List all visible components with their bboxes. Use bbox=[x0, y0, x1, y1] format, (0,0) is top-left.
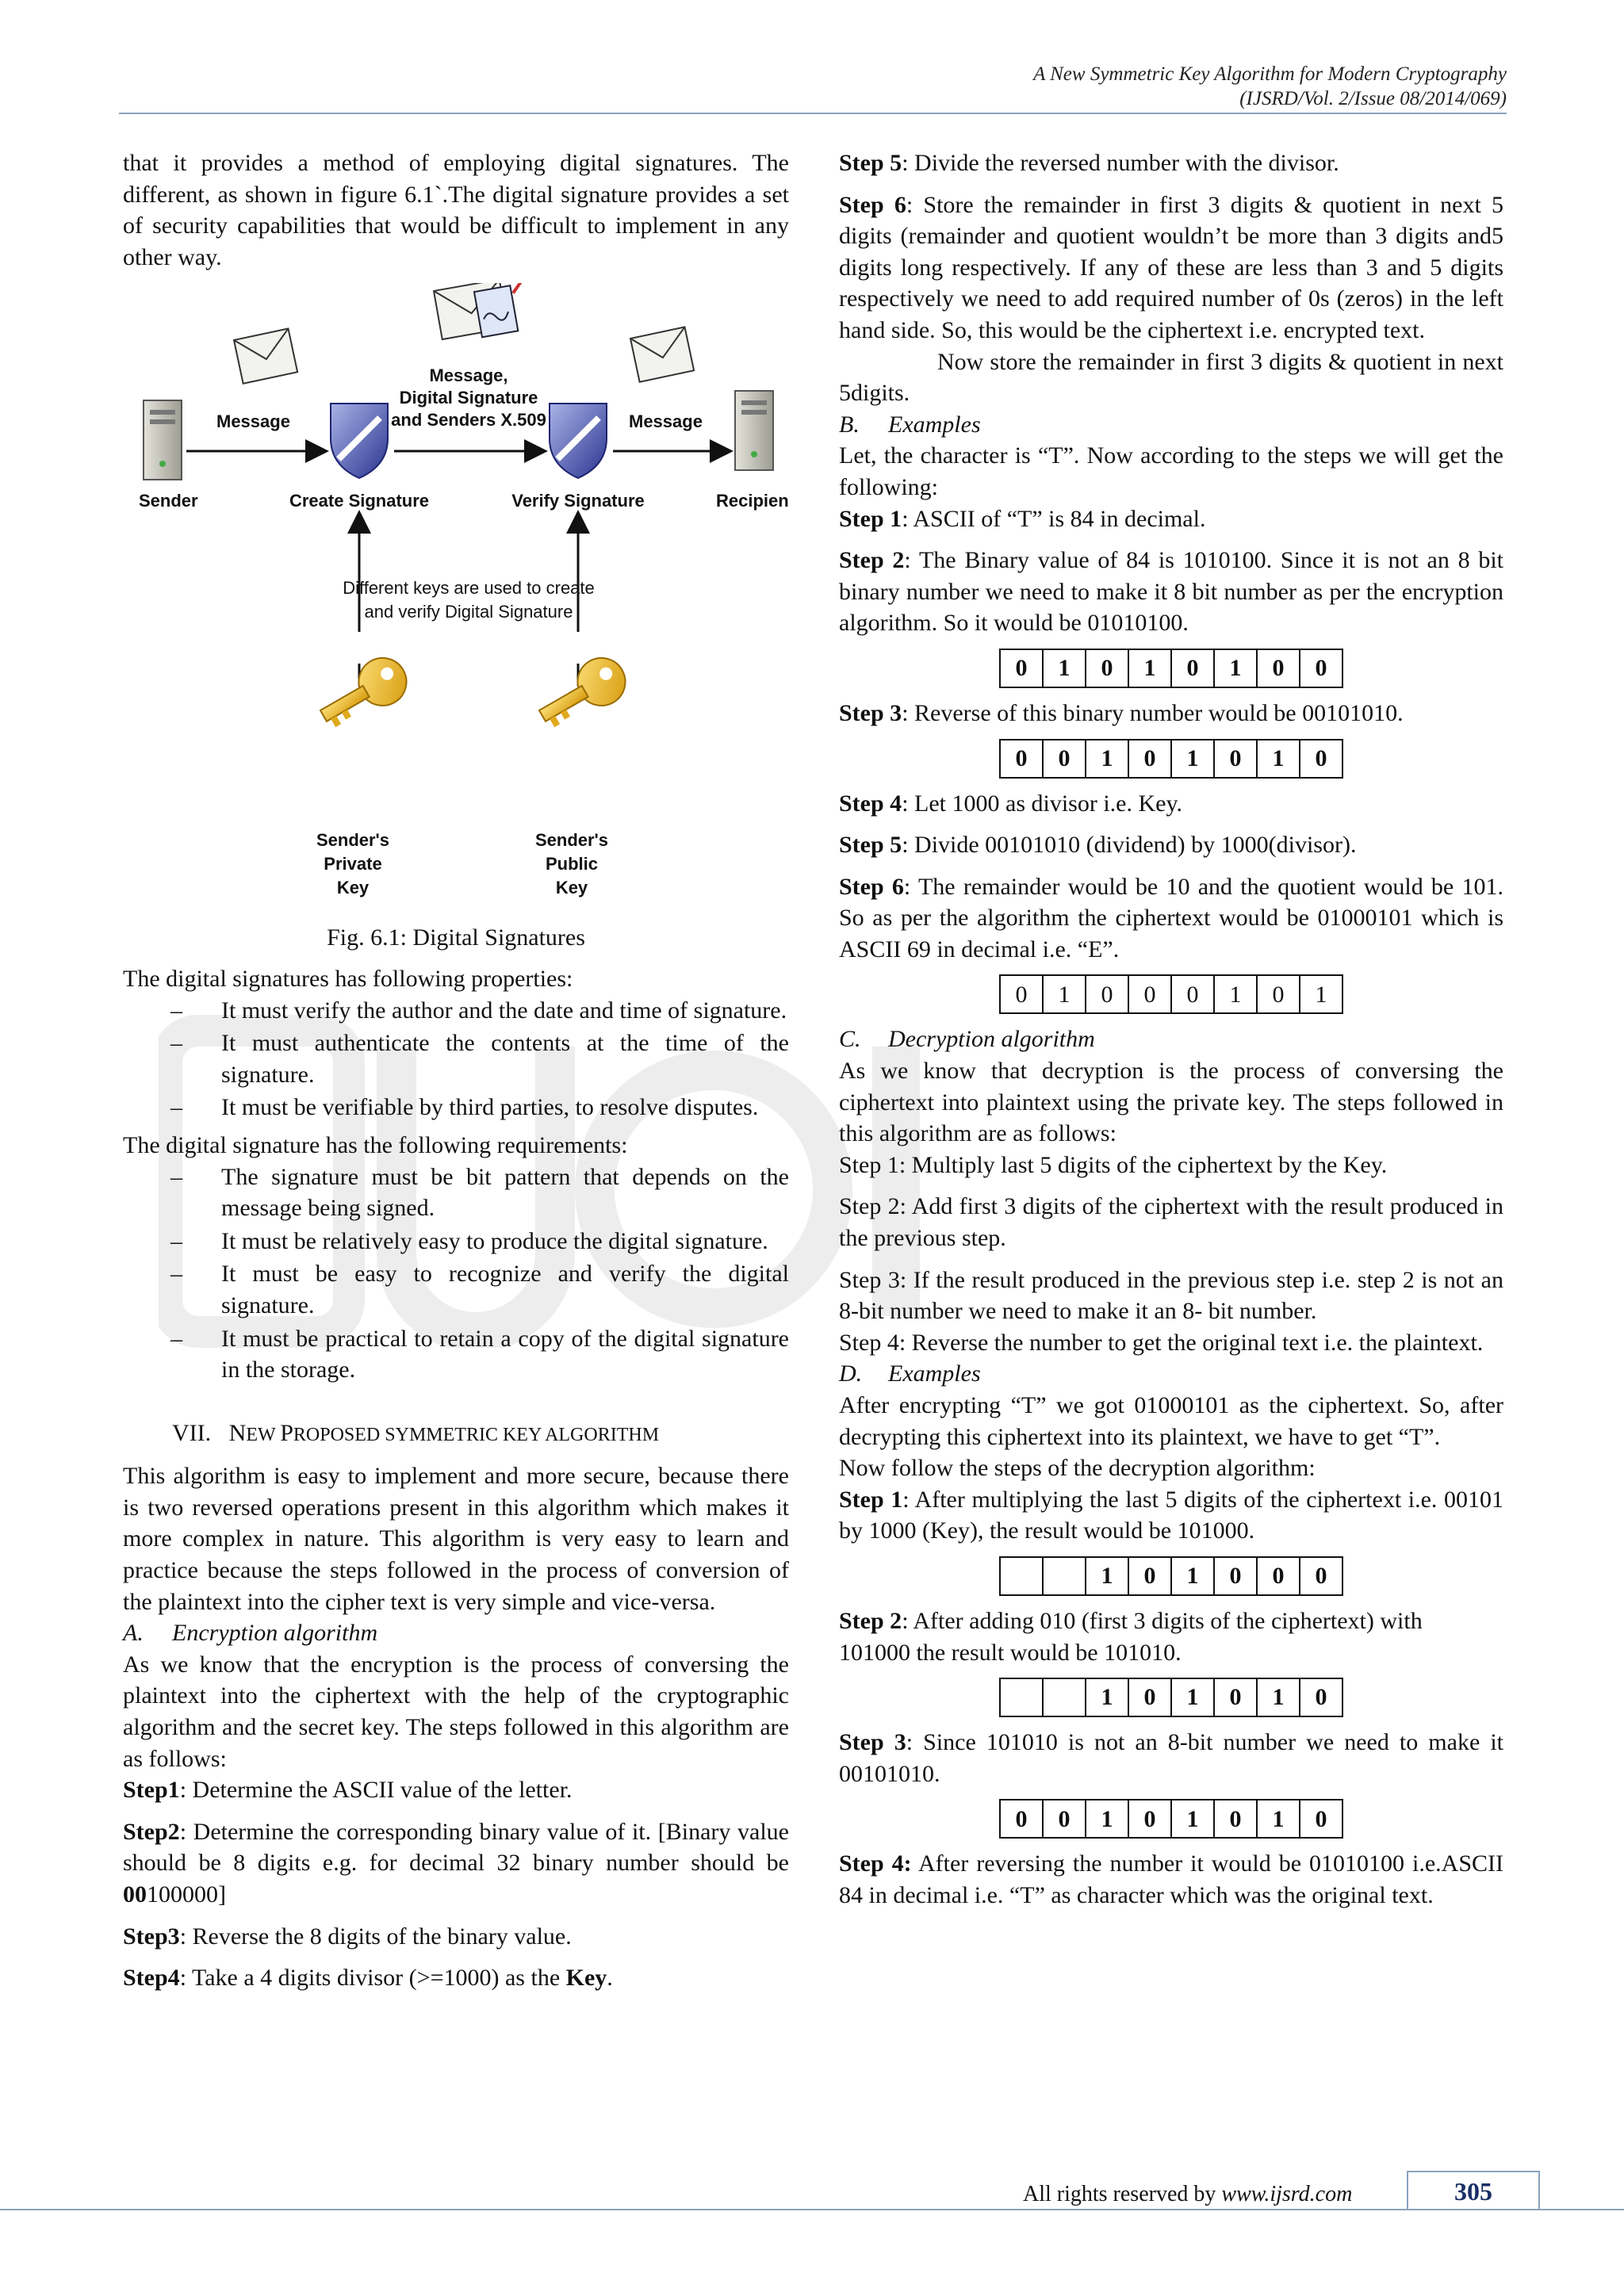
label-message-center-2: Digital Signature bbox=[399, 388, 538, 408]
footer-site-link[interactable]: www.ijsrd.com bbox=[1221, 2182, 1353, 2206]
step-text: . bbox=[607, 1965, 613, 1992]
bit-cell: 0 bbox=[1257, 975, 1300, 1013]
bit-cell: 1 bbox=[1171, 1678, 1214, 1716]
label-keys-note-1: Different keys are used to create bbox=[343, 578, 595, 599]
bit-table bbox=[999, 739, 1343, 779]
label-recipient: Recipient bbox=[716, 491, 789, 511]
step-paragraph bbox=[839, 829, 1503, 861]
label-message-right: Message bbox=[629, 411, 703, 432]
bit-table bbox=[999, 1678, 1343, 1717]
step-paragraph: Step 2: Add first 3 digits of the ciphertext with the result produced in the previous step. bbox=[839, 1193, 1503, 1252]
step-label: Step 2 bbox=[839, 1607, 902, 1634]
subsection-heading bbox=[839, 409, 1503, 441]
bit-cell: 0 bbox=[1000, 740, 1043, 778]
properties-intro: The digital signatures has following properties: bbox=[123, 965, 573, 992]
footer-rule bbox=[0, 2209, 1624, 2210]
bit-cell: 1 bbox=[1086, 1557, 1128, 1595]
step-paragraph: Step 1: Multiply last 5 digits of the ciphertext by the Key. bbox=[839, 1151, 1388, 1178]
step-text: : Divide 00101010 (dividend) by 1000(divisor). bbox=[902, 832, 1357, 859]
label-create-signature: Create Signature bbox=[289, 491, 430, 511]
left-column bbox=[123, 147, 789, 2004]
bit-cell: 1 bbox=[1171, 740, 1214, 778]
bit-cell: 1 bbox=[1257, 1800, 1300, 1838]
bit-cell: 1 bbox=[1171, 1800, 1214, 1838]
step-paragraph bbox=[839, 788, 1503, 820]
step-text: : After multiplying the last 5 digits of the ciphertext i.e. 00101 by 1000 (Key), the result would be 101000. bbox=[839, 1486, 1503, 1544]
step-paragraph bbox=[123, 1921, 789, 1953]
step-paragraph: Step 3: If the result produced in the previous step i.e. step 2 is not an 8-bit number we need to make it an 8- bit number. bbox=[839, 1266, 1503, 1325]
step-paragraph bbox=[839, 503, 1503, 535]
step-paragraph bbox=[839, 1727, 1503, 1789]
bit-cell: 0 bbox=[1300, 649, 1342, 687]
step-text: : Divide the reversed number with the divisor. bbox=[902, 150, 1339, 176]
bit-cell: 0 bbox=[1257, 1557, 1300, 1595]
subsection-letter: D. bbox=[839, 1360, 863, 1387]
step-label: Step 6 bbox=[839, 873, 904, 900]
bit-table bbox=[999, 1556, 1343, 1596]
bit-cell: 0 bbox=[1214, 1557, 1257, 1595]
list-item: – It must verify the author and the date and time of signature. bbox=[123, 995, 789, 1027]
bit-cell: 1 bbox=[1300, 975, 1342, 1013]
bit-cell: 0 bbox=[1086, 975, 1128, 1013]
bit-cell: 0 bbox=[1214, 1678, 1257, 1716]
step-paragraph bbox=[839, 1484, 1503, 1547]
step-paragraph bbox=[839, 871, 1503, 966]
header-title: A New Symmetric Key Algorithm for Modern Cryptography bbox=[1033, 63, 1507, 85]
bit-cell: 0 bbox=[1300, 1557, 1342, 1595]
section-title-small-2: ROPOSED SYMMETRIC KEY ALGORITHM bbox=[293, 1424, 660, 1445]
requirements-list bbox=[123, 1161, 789, 1386]
message-left-envelope-icon bbox=[234, 329, 297, 384]
step-label: Step4 bbox=[123, 1965, 180, 1992]
bit-cell: 0 bbox=[1043, 1800, 1086, 1838]
label-private-key-2: Private bbox=[324, 854, 382, 874]
subsection-heading bbox=[123, 1617, 789, 1649]
step-label: Step 6 bbox=[839, 191, 906, 218]
bit-cell: 1 bbox=[1171, 1557, 1214, 1595]
bit-cell: 1 bbox=[1043, 649, 1086, 687]
step-text: : After adding 010 (first 3 digits of the ciphertext) with bbox=[902, 1607, 1423, 1634]
step-text: : Store the remainder in first 3 digits & quotient in next 5 digits (remainder and quotient wouldn’t be more than 3 digits and5 digits long respectively. If any of these are less than 3 and 5 digits respectively we need to add required number of 0s (zeros) in the left hand side. So, this would be the ciphertext i.e. encrypted text. bbox=[839, 191, 1503, 343]
bit-cell: 0 bbox=[1171, 649, 1214, 687]
digital-signature-diagram bbox=[123, 283, 789, 973]
label-keys-note-2: and verify Digital Signature bbox=[364, 602, 573, 622]
verify-signature-shield-icon bbox=[550, 404, 607, 478]
bit-cell: 0 bbox=[1128, 1557, 1171, 1595]
bit-cell: 1 bbox=[1214, 975, 1257, 1013]
step-text: : Let 1000 as divisor i.e. Key. bbox=[902, 790, 1183, 817]
section-number: VII. bbox=[172, 1419, 212, 1446]
subsection-letter: B. bbox=[839, 411, 860, 438]
bit-cell: 1 bbox=[1086, 1800, 1128, 1838]
step-label: Step 4: bbox=[839, 1850, 912, 1877]
bit-cell: 0 bbox=[1128, 740, 1171, 778]
bit-cell: 0 bbox=[1300, 1678, 1342, 1716]
label-public-key-2: Public bbox=[545, 854, 599, 874]
step-label: Step 3 bbox=[839, 1729, 906, 1756]
bit-cell: 0 bbox=[1214, 740, 1257, 778]
step-paragraph bbox=[839, 147, 1503, 179]
label-message-center-3: and Senders X.509 bbox=[391, 410, 546, 430]
label-private-key-3: Key bbox=[336, 878, 370, 898]
bit-cell: 0 bbox=[1128, 1678, 1171, 1716]
label-message-center-1: Message, bbox=[429, 365, 508, 386]
subsection-heading bbox=[839, 1024, 1503, 1055]
example-intro: Let, the character is “T”. Now according to the steps we will get the following: bbox=[839, 442, 1503, 500]
step-paragraph bbox=[123, 1816, 789, 1911]
bit-cell bbox=[1000, 1557, 1043, 1595]
digital-signature-figure bbox=[123, 283, 789, 973]
example-intro: After encrypting “T” we got 01000101 as the ciphertext. So, after decrypting this ciphertext into its plaintext, we have to get “T”. bbox=[839, 1392, 1503, 1450]
step-label: Step 3 bbox=[839, 699, 902, 726]
bit-cell: 0 bbox=[1086, 649, 1128, 687]
figure-caption: Fig. 6.1: Digital Signatures bbox=[327, 924, 585, 951]
subsection-title: Examples bbox=[888, 1360, 981, 1387]
sender-server-icon bbox=[144, 400, 182, 480]
bit-cell: 0 bbox=[1128, 975, 1171, 1013]
subsection-letter: C. bbox=[839, 1026, 861, 1053]
section-title-cap-2: P bbox=[280, 1419, 293, 1446]
step-paragraph bbox=[123, 1774, 789, 1806]
bit-cell: 1 bbox=[1086, 1678, 1128, 1716]
section-title-small-1: EW bbox=[246, 1424, 281, 1445]
bit-cell: 1 bbox=[1128, 649, 1171, 687]
bit-cell: 0 bbox=[1000, 649, 1043, 687]
bit-cell: 0 bbox=[1214, 1800, 1257, 1838]
bit-cell: 0 bbox=[1043, 740, 1086, 778]
section-paragraph: This algorithm is easy to implement and more secure, because there is two reversed operations present in this algorithm which makes it more complex in nature. This algorithm is very easy to learn and practice because the steps followed in the process of conversion of the plaintext into the cipher text is very simple and vice-versa. bbox=[123, 1463, 789, 1615]
subsection-letter: A. bbox=[123, 1620, 144, 1647]
step-paragraph bbox=[123, 1962, 789, 1994]
step-text: : Reverse the 8 digits of the binary value. bbox=[179, 1923, 572, 1950]
recipient-server-icon bbox=[735, 391, 773, 470]
step-paragraph bbox=[839, 189, 1503, 346]
bit-cell: 1 bbox=[1043, 975, 1086, 1013]
bit-cell bbox=[1043, 1678, 1086, 1716]
step-text: : Determine the ASCII value of the letter. bbox=[179, 1777, 573, 1804]
encryption-paragraph: As we know that the encryption is the process of conversing the plaintext into the ciphertext with the help of the cryptographic algorithm and the secret key. The steps followed in this algorithm are as follows: bbox=[123, 1651, 789, 1772]
step-paragraph: Step 4: Reverse the number to get the original text i.e. the plaintext. bbox=[839, 1329, 1484, 1356]
bit-cell: 1 bbox=[1257, 1678, 1300, 1716]
subsection-title: Encryption algorithm bbox=[172, 1620, 378, 1647]
list-item: – It must be practical to retain a copy of the digital signature in the storage. bbox=[123, 1323, 789, 1386]
step-text: : ASCII of “T” is 84 in decimal. bbox=[902, 505, 1206, 532]
label-private-key-1: Sender's bbox=[316, 830, 390, 851]
example-intro: Now follow the steps of the decryption algorithm: bbox=[839, 1455, 1316, 1482]
section-heading bbox=[172, 1418, 789, 1452]
create-signature-shield-icon bbox=[331, 404, 388, 478]
bit-table bbox=[999, 649, 1343, 688]
subsection-heading bbox=[839, 1358, 1503, 1390]
step6-continuation: Now store the remainder in first 3 digits & quotient in next 5digits. bbox=[839, 348, 1503, 407]
label-public-key-3: Key bbox=[555, 878, 588, 898]
step-label: Step 1 bbox=[839, 1486, 903, 1513]
list-item: – It must be easy to recognize and verify the digital signature. bbox=[123, 1258, 789, 1321]
subsection-title: Decryption algorithm bbox=[888, 1026, 1095, 1053]
page-number: 305 bbox=[1407, 2171, 1540, 2210]
step-paragraph bbox=[839, 698, 1503, 729]
running-header bbox=[1033, 62, 1507, 111]
bit-cell: 1 bbox=[1086, 740, 1128, 778]
bit-cell bbox=[1043, 1557, 1086, 1595]
step-label: Step2 bbox=[123, 1818, 180, 1845]
subsection-title: Examples bbox=[888, 411, 981, 438]
step-label: Step3 bbox=[123, 1923, 180, 1950]
bit-cell: 1 bbox=[1257, 740, 1300, 778]
step-bold: 00 bbox=[123, 1881, 147, 1908]
list-item: – It must be verifiable by third parties, to resolve disputes. bbox=[123, 1092, 789, 1123]
private-key-icon bbox=[312, 649, 415, 737]
step-paragraph bbox=[839, 1605, 1503, 1637]
bit-table bbox=[999, 974, 1343, 1014]
step-bold: Key bbox=[565, 1965, 607, 1992]
label-sender: Sender bbox=[139, 491, 198, 511]
step-label: Step 1 bbox=[839, 505, 902, 532]
step-text: After reversing the number it would be 01010100 i.e.ASCII 84 in decimal i.e. “T” as character which was the original text. bbox=[839, 1850, 1504, 1908]
bit-cell: 0 bbox=[1300, 1800, 1342, 1838]
list-item: – The signature must be bit pattern that depends on the message being signed. bbox=[123, 1161, 789, 1224]
step-text: : Since 101010 is not an 8-bit number we need to make it 00101010. bbox=[839, 1729, 1503, 1787]
decryption-paragraph: As we know that decryption is the process of conversing the ciphertext into plaintext using the private key. The steps followed in this algorithm are as follows: bbox=[839, 1058, 1503, 1147]
step-text: 100000] bbox=[147, 1881, 226, 1908]
label-public-key-1: Sender's bbox=[534, 830, 609, 851]
signed-message-envelope-icon bbox=[434, 283, 530, 344]
bit-cell bbox=[1000, 1678, 1043, 1716]
section-title-cap-1: N bbox=[228, 1419, 247, 1446]
step-text: : Reverse of this binary number would be 00101010. bbox=[902, 699, 1404, 726]
step-paragraph bbox=[839, 545, 1503, 639]
step-label: Step 2 bbox=[839, 547, 905, 574]
intro-paragraph: that it provides a method of employing digital signatures. The different, as shown in figure 6.1`.The digital signature provides a set of security capabilities that would be difficult to implement in any other way. bbox=[123, 150, 789, 270]
step-text: : Determine the corresponding binary value of it. [Binary value should be 8 digits e.g. for decimal 32 binary number should be bbox=[123, 1818, 789, 1877]
bit-cell: 0 bbox=[1257, 649, 1300, 687]
step-label: Step1 bbox=[123, 1777, 180, 1804]
header-issue: (IJSRD/Vol. 2/Issue 08/2014/069) bbox=[1239, 88, 1507, 109]
bit-cell: 0 bbox=[1000, 975, 1043, 1013]
header-rule bbox=[119, 113, 1507, 114]
step-label: Step 5 bbox=[839, 832, 902, 859]
step-label: Step 4 bbox=[839, 790, 902, 817]
step-text: : The Binary value of 84 is 1010100. Since it is not an 8 bit binary number we need to make it 8 bit number as per the encryption algorithm. So it would be 01010100. bbox=[839, 547, 1503, 637]
step-label: Step 5 bbox=[839, 150, 902, 176]
list-item: – It must be relatively easy to produce the digital signature. bbox=[123, 1226, 789, 1257]
properties-list bbox=[123, 995, 789, 1123]
footer-copyright bbox=[1023, 2182, 1352, 2207]
footer-rights-text: All rights reserved by bbox=[1023, 2182, 1222, 2206]
bit-cell: 0 bbox=[1300, 740, 1342, 778]
public-key-icon bbox=[530, 649, 634, 737]
label-verify-signature: Verify Signature bbox=[511, 491, 645, 511]
bit-cell: 1 bbox=[1214, 649, 1257, 687]
bit-cell: 0 bbox=[1128, 1800, 1171, 1838]
requirements-intro: The digital signature has the following requirements: bbox=[123, 1131, 628, 1158]
bit-cell: 0 bbox=[1000, 1800, 1043, 1838]
step-text: : The remainder would be 10 and the quotient would be 101. So as per the algorithm the ciphertext would be 01000101 which is ASCII 69 in decimal i.e. “E”. bbox=[839, 873, 1503, 962]
right-column bbox=[839, 147, 1503, 1911]
label-message-left: Message bbox=[216, 411, 290, 432]
message-right-envelope-icon bbox=[630, 327, 694, 382]
step-text: : Take a 4 digits divisor (>=1000) as the bbox=[179, 1965, 566, 1992]
step-paragraph: 101000 the result would be 101010. bbox=[839, 1639, 1182, 1666]
bit-table bbox=[999, 1799, 1343, 1839]
bit-cell: 0 bbox=[1171, 975, 1214, 1013]
list-item: – It must authenticate the contents at the time of the signature. bbox=[123, 1027, 789, 1090]
step-paragraph bbox=[839, 1848, 1503, 1911]
